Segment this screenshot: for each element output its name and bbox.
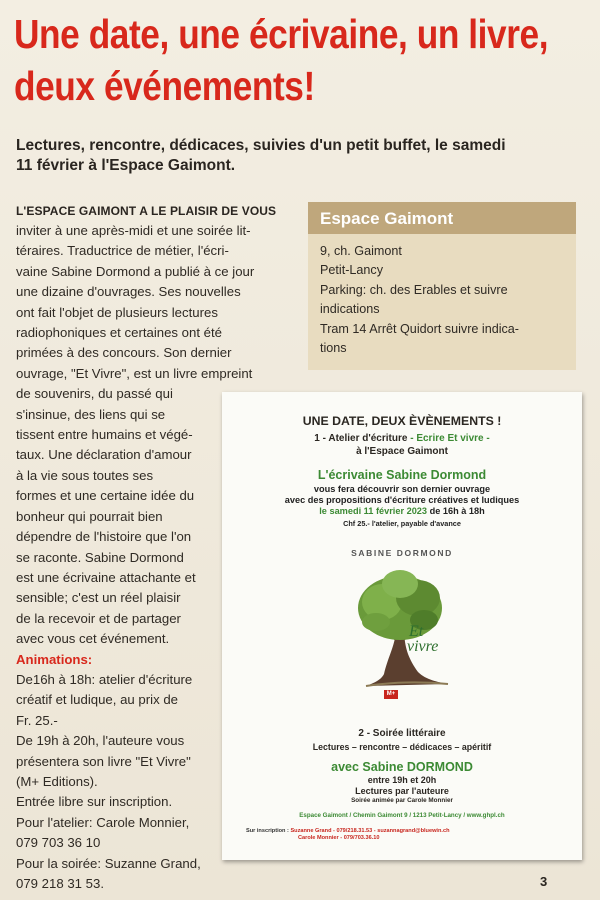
article-line: ont fait l'objet de plusieurs lectures — [16, 304, 218, 320]
article-line: sensible; c'est un réel plaisir — [16, 590, 181, 606]
article-line: avec vous cet événement. — [16, 631, 170, 647]
poster-atelier-subtitle: - Ecrire Et vivre - — [410, 433, 490, 444]
poster-ecrivaine: L'écrivaine Sabine Dormond — [317, 468, 487, 482]
article-line: dépendre de l'histoire que l'on — [16, 529, 192, 545]
poster-ins-label: Sur inscription : — [246, 828, 289, 834]
animation-line: (M+ Editions). — [16, 773, 98, 789]
article-line: bonheur qui pourrait bien — [16, 508, 163, 524]
article-line: est une écrivaine attachante et — [16, 569, 196, 585]
animation-line: Entrée libre sur inscription. — [16, 794, 173, 810]
book-title-line-1: Et — [409, 623, 424, 640]
article-line: se raconte. Sabine Dormond — [16, 549, 184, 565]
animation-line: De16h à 18h: atelier d'écriture — [16, 671, 193, 687]
poster-desc-1: vous fera découvrir son dernier ouvrage — [313, 484, 491, 494]
poster-ins1-name: Suzanne Grand — [290, 828, 332, 834]
poster-headline: UNE DATE, DEUX ÈVÈNEMENTS ! — [302, 414, 502, 428]
article-body — [16, 221, 254, 894]
animation-line: présentera son livre "Et Vivre" — [16, 753, 191, 769]
article-line: radiophoniques et certaines ont été — [16, 325, 223, 341]
lead-line-2: 11 février à l'Espace Gaimont. — [16, 157, 236, 174]
article-line: s'insinue, des liens qui se — [16, 406, 166, 422]
page-number: 3 — [540, 874, 548, 889]
article-line: à la vie sous toutes ses — [16, 467, 154, 483]
lead-paragraph — [16, 136, 590, 176]
venue-line: Parking: ch. des Erables et suivre — [320, 282, 508, 297]
title-line-1: Une date, une écrivaine, un livre, — [14, 11, 549, 57]
article-line: vaine Sabine Dormond a publié à ce jour — [16, 263, 255, 279]
event-poster — [222, 392, 582, 860]
article-line: inviter à une après-midi et une soirée lit- — [16, 223, 251, 238]
poster-inscription — [246, 828, 449, 842]
article-line: primées à des concours. Son dernier — [16, 345, 232, 361]
animations-heading: Animations: — [16, 651, 93, 667]
article-line: tissent entre humains et végé- — [16, 427, 193, 443]
poster-date-day: le samedi 11 février 2023 — [319, 506, 428, 516]
poster-animee: Soirée animée par Carole Monnier — [351, 797, 453, 804]
article-line: téraires. Traductrice de métier, l'écri- — [16, 243, 229, 259]
poster-avec: avec Sabine DORMOND — [331, 760, 473, 774]
book-title — [409, 624, 438, 654]
poster-ins2-name: Carole Monnier — [298, 835, 339, 841]
poster-footer: Espace Gaimont / Chemin Gaimont 9 / 1213 Petit-Lancy / www.ghpl.ch — [299, 812, 505, 819]
book-title-line-2: vivre — [407, 638, 439, 655]
tree-illustration — [326, 562, 486, 700]
poster-atelier — [222, 432, 582, 458]
poster-desc-2: avec des propositions d'écriture créatives et ludiques — [284, 495, 520, 505]
animation-line: 079 218 31 53. — [16, 876, 104, 891]
poster-lectures: Lectures par l'auteure — [355, 786, 449, 796]
poster-price: Chf 25.- l'atelier, payable d'avance — [343, 519, 461, 528]
article-line: formes et une certaine idée du — [16, 488, 195, 504]
animation-line: 079 703 36 10 — [16, 835, 101, 851]
venue-line: tions — [320, 341, 347, 356]
poster-ins2-rest: - 079/703.36.10 — [340, 835, 380, 841]
venue-line: Tram 14 Arrêt Quidort suivre indica- — [320, 321, 520, 336]
article-line: une dizaine d'ouvrages. Ses nouvelles — [16, 284, 241, 300]
animation-line: Pour l'atelier: Carole Monnier, — [16, 814, 190, 830]
article-line: de souvenirs, du passé qui — [16, 386, 173, 402]
article-heading: L'ESPACE GAIMONT A LE PLAISIR DE VOUS — [16, 204, 277, 218]
poster-time: entre 19h et 20h — [367, 775, 437, 785]
poster-soiree: 2 - Soirée littéraire — [358, 728, 446, 739]
venue-line: 9, ch. Gaimont — [320, 244, 402, 258]
book-author: SABINE DORMOND — [351, 548, 453, 558]
poster-atelier-prefix: 1 - Atelier d'écriture — [314, 433, 408, 444]
title-line-2: deux événements! — [14, 63, 315, 109]
venue-title: Espace Gaimont — [308, 202, 576, 234]
article-line: ouvrage, "Et Vivre", est un livre empreint — [16, 365, 253, 381]
article-line: taux. Une déclaration d'amour — [16, 447, 192, 463]
venue-line: indications — [320, 302, 380, 317]
publisher-logo: M+ — [384, 690, 398, 699]
article-line: de la recevoir et de partager — [16, 610, 181, 626]
poster-atelier-place: à l'Espace Gaimont — [356, 446, 448, 457]
page-title — [14, 8, 549, 112]
poster-time-block — [222, 775, 582, 805]
lead-line-1: Lectures, rencontre, dédicaces, suivies d'un petit buffet, le samedi — [16, 137, 506, 154]
animation-line: créatif et ludique, au prix de — [16, 692, 179, 708]
venue-line: Petit-Lancy — [320, 263, 383, 278]
animation-line: Pour la soirée: Suzanne Grand, — [16, 855, 201, 871]
poster-soiree-desc: Lectures – rencontre – dédicaces – apéritif — [312, 742, 492, 752]
poster-date — [222, 506, 582, 517]
animation-line: Fr. 25.- — [16, 712, 58, 728]
animation-line: De 19h à 20h, l'auteure vous — [16, 733, 185, 749]
poster-ins1-rest: - 079/218.31.53 - suzannagrand@bluewin.ch — [333, 828, 450, 834]
venue-info-box — [308, 202, 576, 370]
poster-date-time: de 16h à 18h — [429, 506, 485, 516]
